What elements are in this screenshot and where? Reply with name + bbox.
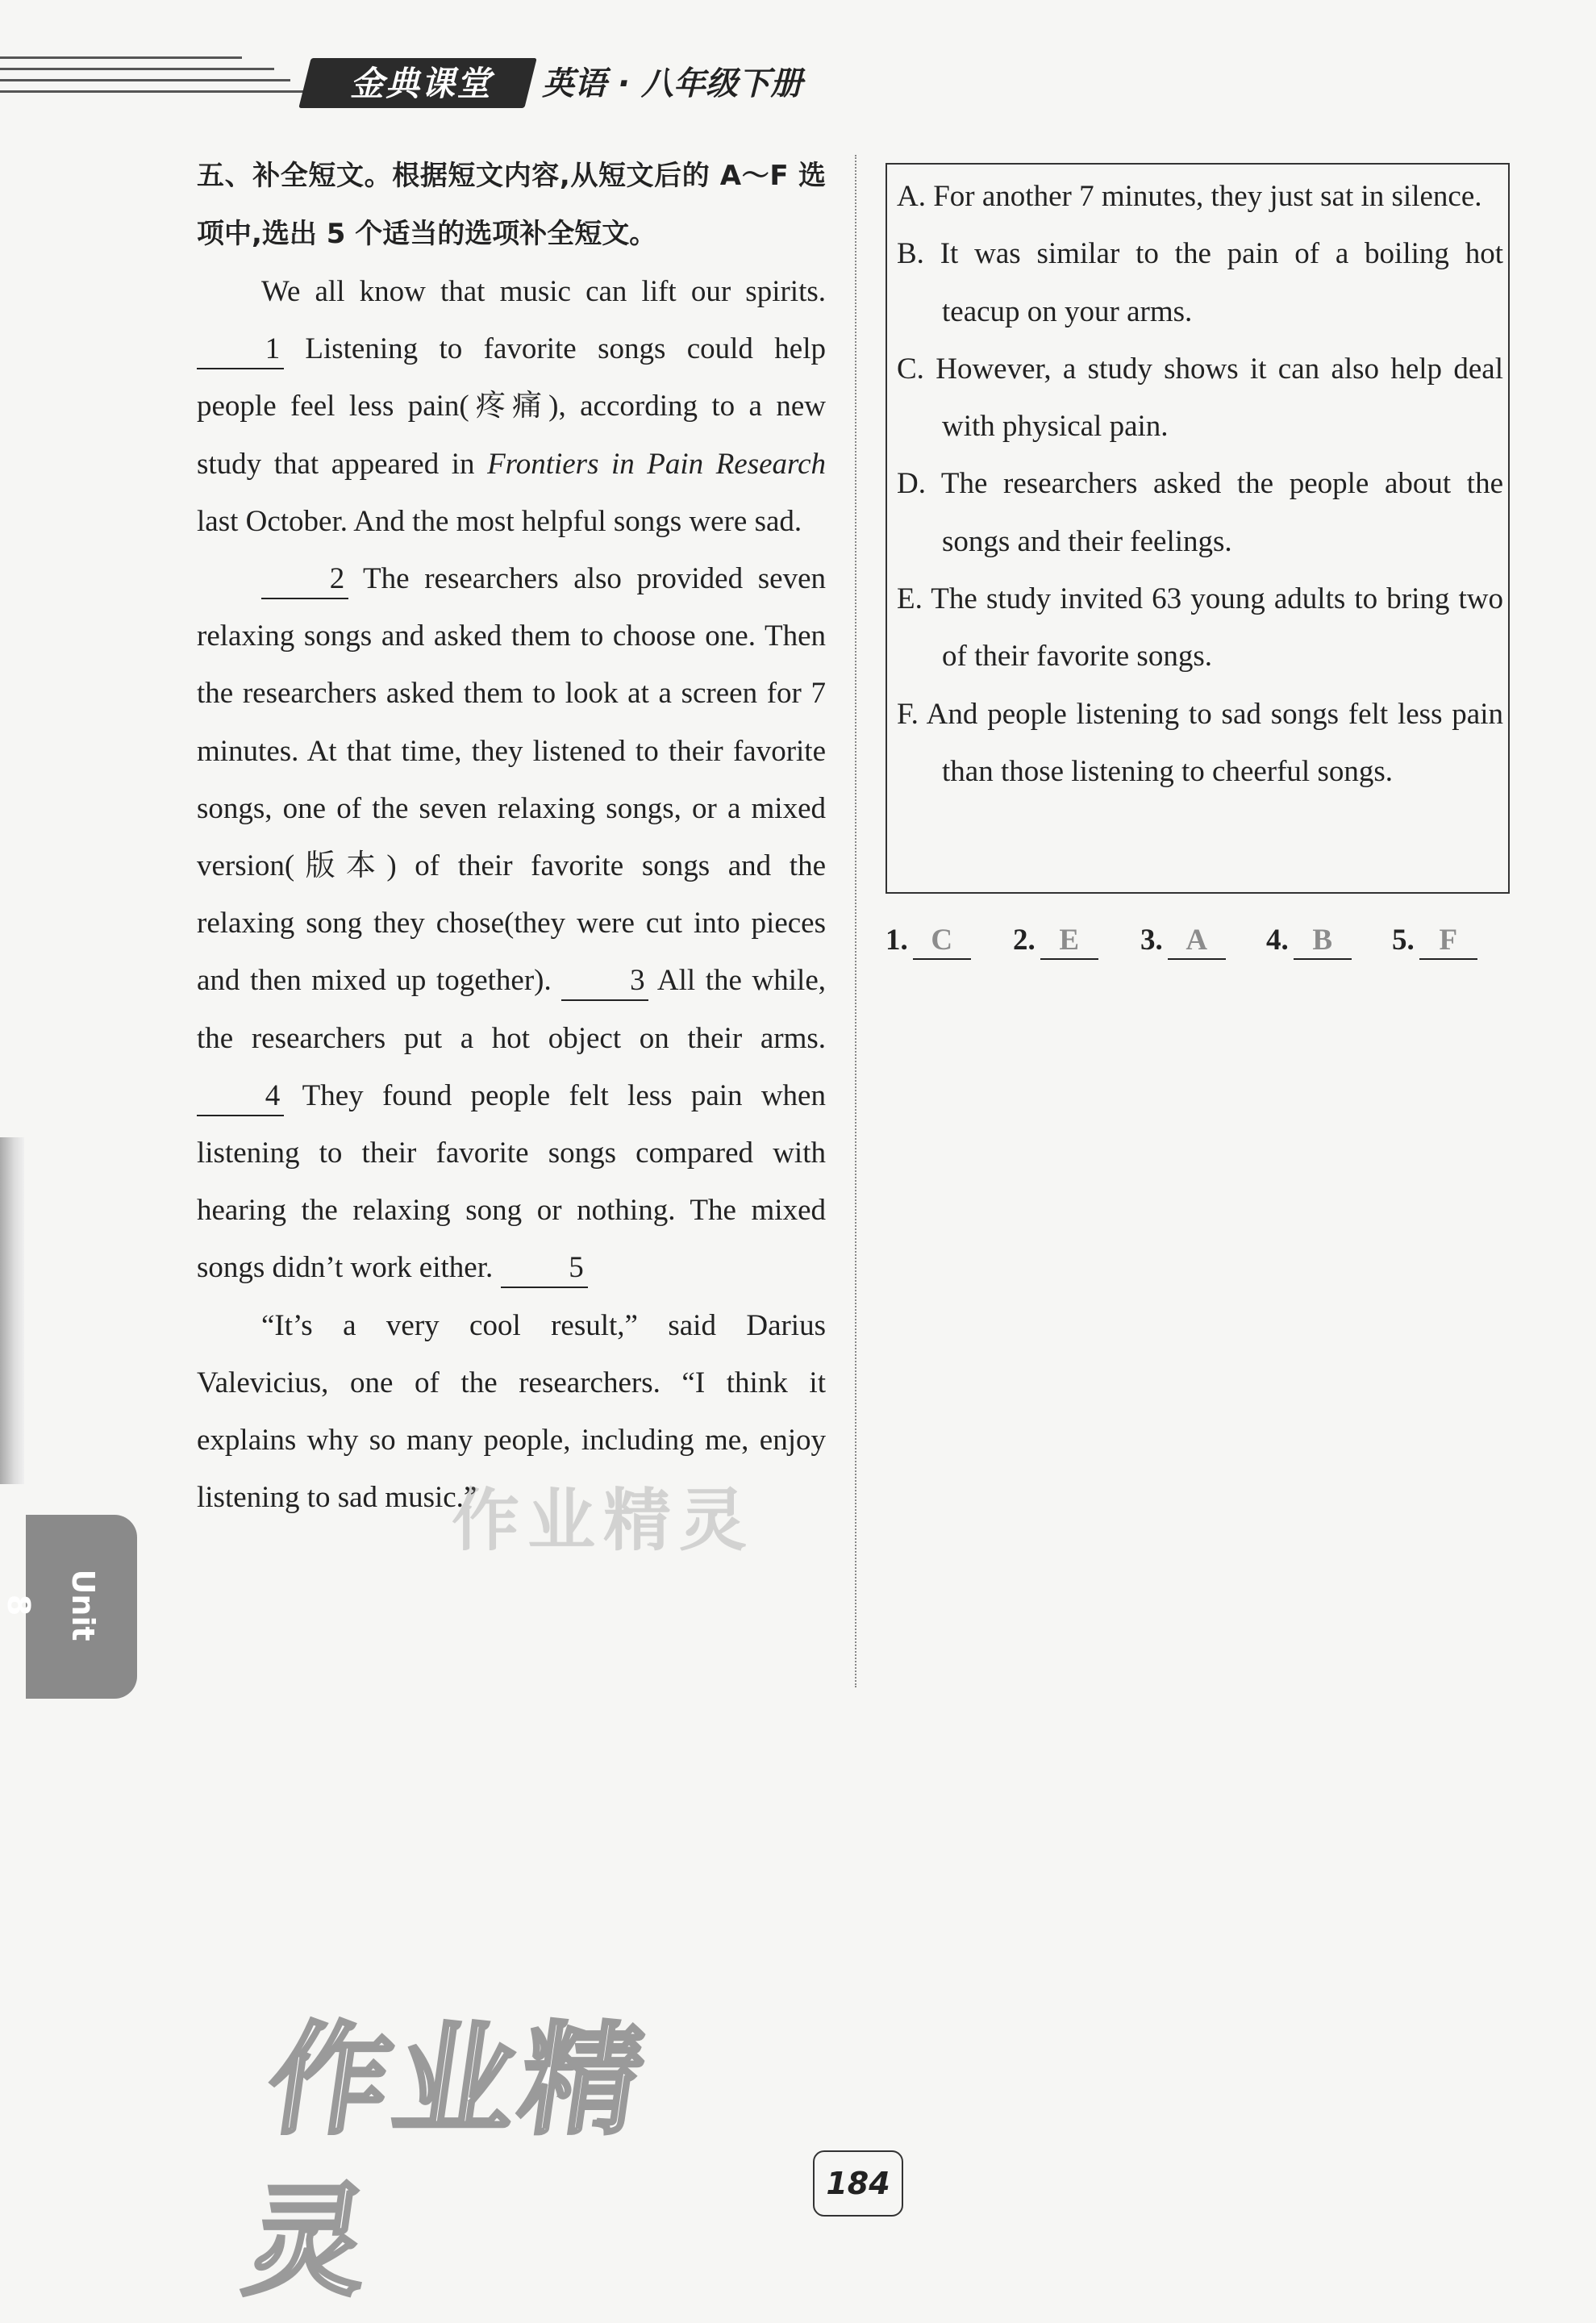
blank-3[interactable]: 3 bbox=[561, 962, 648, 1001]
passage-text: The researchers also provided seven relaxing songs and asked them to choose one. Then the researchers asked them to look at a screen for 7 minutes. At that time, they listened to their favorite songs, one of the seven relaxing songs, or a mixed version(版本) of their favorite songs and the relaxing song they chose(they were cut into pieces and then mixed up together). bbox=[197, 562, 826, 998]
passage-column bbox=[197, 147, 826, 1526]
column-divider bbox=[855, 155, 856, 1687]
passage bbox=[197, 263, 826, 1526]
answer-number: 2. bbox=[1013, 924, 1036, 957]
answer-number: 5. bbox=[1392, 924, 1415, 957]
answer-2 bbox=[1013, 916, 1098, 965]
header-decor-lines bbox=[0, 50, 323, 106]
answer-4 bbox=[1266, 916, 1352, 965]
passage-paragraph-2 bbox=[197, 550, 826, 1297]
answer-number: 4. bbox=[1266, 924, 1289, 957]
answer-field[interactable]: B bbox=[1294, 923, 1352, 960]
unit-tab-label: Unit 8 bbox=[1, 1569, 101, 1641]
page-edge-shadow bbox=[0, 1137, 24, 1484]
option-a: A. For another 7 minutes, they just sat in silence. bbox=[897, 180, 1482, 213]
answer-3 bbox=[1140, 916, 1226, 965]
page-number: 184 bbox=[813, 2150, 903, 2217]
blank-4[interactable]: 4 bbox=[197, 1078, 284, 1116]
answer-field[interactable]: A bbox=[1168, 923, 1226, 960]
option-b: B. It was similar to the pain of a boiling hot teacup on your arms. bbox=[897, 237, 1503, 328]
answer-number: 3. bbox=[1140, 924, 1163, 957]
watermark-small: 作业精灵 bbox=[452, 1481, 756, 1560]
passage-text: We all know that music can lift our spirits. bbox=[261, 275, 826, 308]
passage-text: They found people felt less pain when listening to their favorite songs compared with hearing the relaxing song or nothing. The mixed songs didn’t work either. bbox=[197, 1078, 826, 1285]
answer-field[interactable]: E bbox=[1040, 923, 1098, 960]
option-c: C. However, a study shows it can also help deal with physical pain. bbox=[897, 352, 1503, 444]
passage-paragraph-3: “It’s a very cool result,” said Darius Valevicius, one of the researchers. “I think it explains why so many people, including me, enjoy listening to sad music.” bbox=[197, 1308, 826, 1515]
blank-2[interactable]: 2 bbox=[261, 561, 348, 599]
answer-number: 1. bbox=[886, 924, 908, 957]
section-instruction: 五、补全短文。根据短文内容,从短文后的 A～F 选项中,选出 5 个适当的选项补全短文。 bbox=[197, 160, 826, 250]
option-f: F. And people listening to sad songs felt less pain than those listening to cheerful songs. bbox=[897, 697, 1503, 788]
passage-paragraph-1 bbox=[197, 263, 826, 550]
options-box bbox=[886, 163, 1510, 894]
journal-title: Frontiers in Pain Research bbox=[487, 447, 826, 481]
passage-text: last October. And the most helpful songs were sad. bbox=[197, 504, 802, 538]
book-title: 英语 · 八年级下册 bbox=[542, 65, 803, 102]
option-d: D. The researchers asked the people about the songs and their feelings. bbox=[897, 467, 1503, 558]
passage-text: All the while, the researchers put a hot object on their arms. bbox=[197, 964, 826, 1055]
answer-1 bbox=[886, 916, 971, 965]
answer-row bbox=[886, 916, 1531, 965]
blank-5[interactable]: 5 bbox=[501, 1249, 588, 1288]
answer-field[interactable]: C bbox=[913, 923, 971, 960]
blank-1[interactable]: 1 bbox=[197, 331, 284, 369]
passage-text: Listening to favorite songs could help people feel less pain(疼痛), according to a new study that appeared in bbox=[197, 332, 827, 481]
answer-field[interactable]: F bbox=[1419, 923, 1477, 960]
answer-5 bbox=[1392, 916, 1477, 965]
watermark-large: 作业精灵 bbox=[236, 2011, 657, 2313]
option-e: E. The study invited 63 young adults to bring two of their favorite songs. bbox=[897, 582, 1503, 674]
brand-title: 金典课堂 bbox=[349, 64, 492, 103]
